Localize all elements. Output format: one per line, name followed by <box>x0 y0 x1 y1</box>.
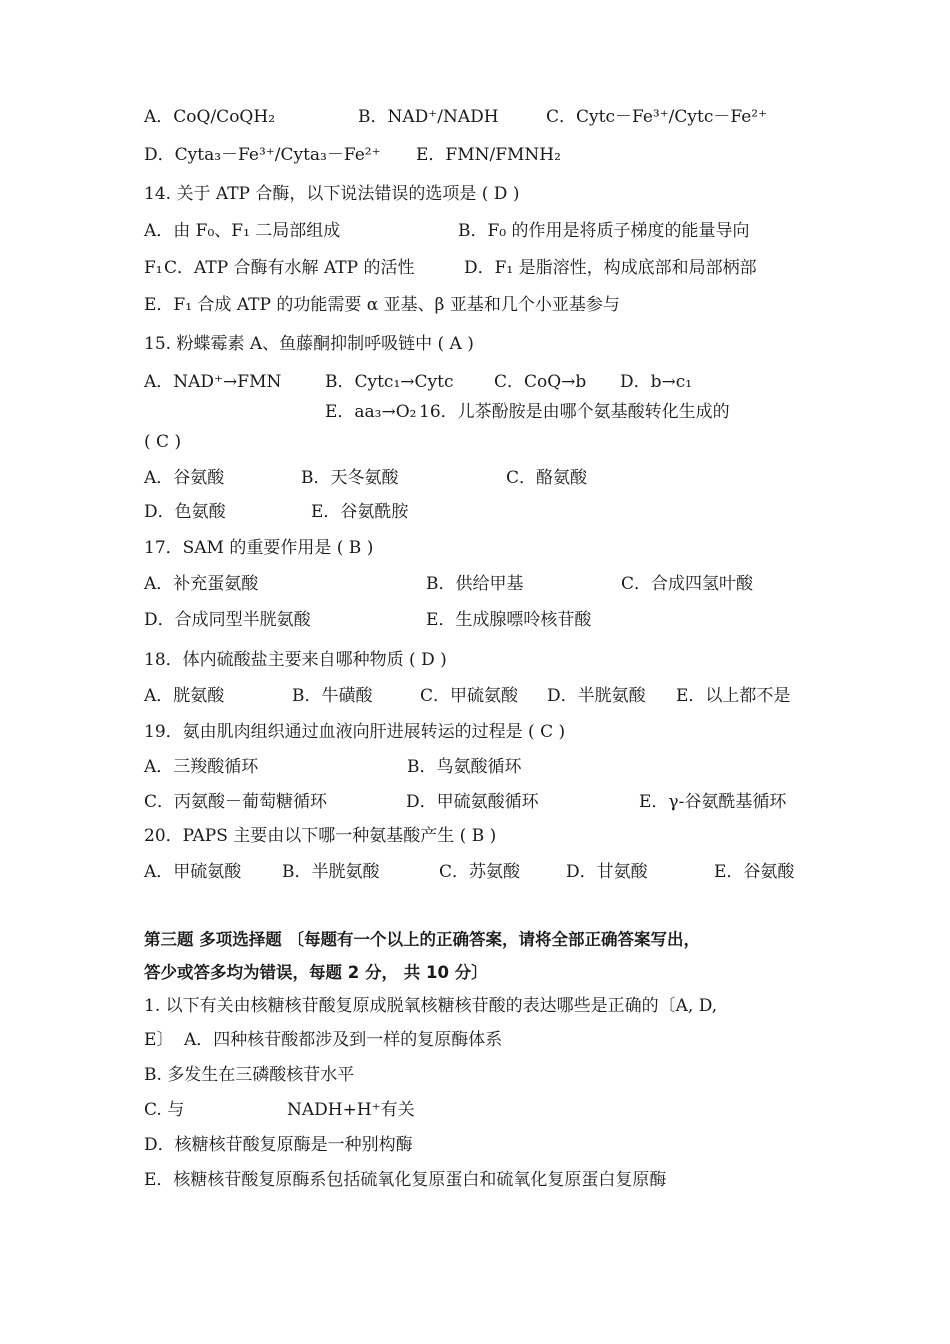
q20-option-d: D．甘氨酸 <box>566 862 648 882</box>
q20-stem-text: 20．PAPS 主要由以下哪一种氨基酸产生 ( B ) <box>144 826 497 846</box>
q13-option-c: C．Cytc－Fe³⁺/Cytc－Fe²⁺ <box>546 107 768 127</box>
q18-option-e: E．以上都不是 <box>676 686 791 706</box>
q18-option-c: C．甲硫氨酸 <box>420 686 519 706</box>
q15-option-d: D．b→c₁ <box>620 372 693 392</box>
q16-option-a: A．谷氨酸 <box>144 468 225 488</box>
q19-stem-text: 19．氨由肌肉组织通过血液向肝进展转运的过程是 ( C ) <box>144 722 566 742</box>
q17-option-d: D．合成同型半胱氨酸 <box>144 610 311 630</box>
q19-option-a: A．三羧酸循环 <box>144 757 259 777</box>
s3q1-option-c-text: NADH+H⁺有关 <box>287 1100 415 1120</box>
q14-option-c: C．ATP 合酶有水解 ATP 的活性 <box>164 258 415 278</box>
q18-option-d: D．半胱氨酸 <box>547 686 646 706</box>
q14-option-e: E．F₁ 合成 ATP 的功能需要 α 亚基、β 亚基和几个小亚基参与 <box>144 295 620 315</box>
q15-option-e: E．aa₃→O₂ <box>325 402 417 422</box>
q14-option-d: D．F₁ 是脂溶性，构成底部和局部柄部 <box>464 258 757 278</box>
q18-option-b: B．牛磺酸 <box>292 686 373 706</box>
q20-option-a: A．甲硫氨酸 <box>144 862 242 882</box>
s3q1-stem-text: 1. 以下有关由核糖核苷酸复原成脱氧核糖核苷酸的表达哪些是正确的〔A, D, <box>144 996 718 1016</box>
q19-option-e: E．γ-谷氨酰基循环 <box>639 792 787 812</box>
q17-option-e: E．生成腺嘌呤核苷酸 <box>426 610 592 630</box>
q17-option-a: A．补充蛋氨酸 <box>144 574 259 594</box>
q16-option-c: C．酪氨酸 <box>506 468 588 488</box>
q20-option-e: E．谷氨酸 <box>714 862 795 882</box>
s3q1-option-d: D．核糖核苷酸复原酶是一种别构酶 <box>144 1135 413 1155</box>
q14-stem-text: 14. 关于 ATP 合酶，以下说法错误的选项是 ( D ) <box>144 184 520 204</box>
q15-stem-text: 15. 粉蝶霉素 A、鱼藤酮抑制呼吸链中 ( A ) <box>144 334 474 354</box>
q14-option-a: A．由 F₀、F₁ 二局部组成 <box>144 221 341 241</box>
q14-option-b: B．F₀ 的作用是将质子梯度的能量导向 <box>458 221 750 241</box>
q13-option-d: D．Cyta₃－Fe³⁺/Cyta₃－Fe²⁺ <box>144 145 381 165</box>
q18-option-a: A．胱氨酸 <box>144 686 225 706</box>
s3q1-stem-continued: E〕 <box>144 1030 174 1050</box>
q16-option-b: B．天冬氨酸 <box>301 468 399 488</box>
section3-title-1: 第三题 多项选择题 〔每题有一个以上的正确答案，请将全部正确答案写出， <box>144 930 700 949</box>
q17-stem-text: 17．SAM 的重要作用是 ( B ) <box>144 538 374 558</box>
q20-option-b: B．半胱氨酸 <box>282 862 380 882</box>
s3q1-option-b: B. 多发生在三磷酸核苷水平 <box>144 1065 355 1085</box>
s3q1-option-c-label: C. 与 <box>144 1100 185 1120</box>
q15-option-b: B．Cytc₁→Cytc <box>325 372 454 392</box>
q16-answer: ( C ) <box>144 432 182 452</box>
q13-option-e: E．FMN/FMNH₂ <box>416 145 561 165</box>
q18-stem-text: 18．体内硫酸盐主要来自哪种物质 ( D ) <box>144 650 447 670</box>
q19-option-d: D．甲硫氨酸循环 <box>406 792 539 812</box>
q19-option-c: C．丙氨酸－葡萄糖循环 <box>144 792 328 812</box>
section3-title-2: 答少或答多均为错误，每题 2 分， 共 10 分〕 <box>144 963 488 982</box>
q17-option-c: C．合成四氢叶酸 <box>621 574 754 594</box>
s3q1-option-a: A．四种核苷酸都涉及到一样的复原酶体系 <box>184 1030 503 1050</box>
q19-option-b: B．鸟氨酸循环 <box>407 757 522 777</box>
q16-option-d: D．色氨酸 <box>144 502 226 522</box>
q16-stem: 16．儿茶酚胺是由哪个氨基酸转化生成的 <box>419 402 730 422</box>
q13-option-a: A．CoQ/CoQH₂ <box>144 107 276 127</box>
q20-option-c: C．苏氨酸 <box>439 862 521 882</box>
q16-option-e: E．谷氨酰胺 <box>311 502 409 522</box>
q15-option-a: A．NAD⁺→FMN <box>144 372 282 392</box>
q14-option-b-continued: F₁ <box>144 258 163 278</box>
q17-option-b: B．供给甲基 <box>426 574 524 594</box>
q13-option-b: B．NAD⁺/NADH <box>358 107 499 127</box>
s3q1-option-e: E．核糖核苷酸复原酶系包括硫氧化复原蛋白和硫氧化复原蛋白复原酶 <box>144 1170 667 1190</box>
q15-option-c: C．CoQ→b <box>494 372 587 392</box>
